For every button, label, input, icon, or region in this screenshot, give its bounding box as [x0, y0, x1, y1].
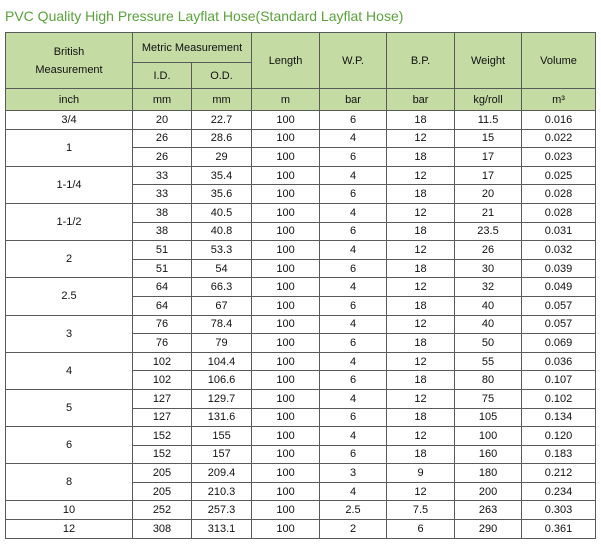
cell-id: 102: [133, 371, 192, 390]
cell-od: 22.7: [192, 111, 252, 130]
cell-length: 100: [252, 222, 320, 241]
cell-od: 35.4: [192, 166, 252, 185]
cell-bp: 18: [387, 111, 455, 130]
cell-length: 100: [252, 501, 320, 520]
cell-od: 29: [192, 148, 252, 167]
cell-od: 106.6: [192, 371, 252, 390]
cell-od: 54: [192, 259, 252, 278]
cell-length: 100: [252, 185, 320, 204]
table-row: [6, 111, 596, 130]
cell-id: 308: [133, 520, 192, 539]
cell-weight: 50: [455, 334, 522, 353]
cell-weight: 26: [455, 241, 522, 260]
cell-volume: 0.120: [522, 427, 596, 446]
cell-weight: 30: [455, 259, 522, 278]
cell-weight: 17: [455, 166, 522, 185]
cell-id: 38: [133, 203, 192, 222]
cell-wp: 6: [320, 148, 387, 167]
cell-wp: 4: [320, 278, 387, 297]
cell-length: 100: [252, 464, 320, 483]
cell-weight: 21: [455, 203, 522, 222]
cell-weight: 160: [455, 445, 522, 464]
cell-bp: 7.5: [387, 501, 455, 520]
cell-length: 100: [252, 129, 320, 148]
cell-bp: 18: [387, 185, 455, 204]
table-body: [6, 111, 596, 539]
cell-weight: 290: [455, 520, 522, 539]
cell-length: 100: [252, 296, 320, 315]
cell-volume: 0.025: [522, 166, 596, 185]
cell-length: 100: [252, 427, 320, 446]
cell-bp: 18: [387, 222, 455, 241]
cell-od: 131.6: [192, 408, 252, 427]
table-row: [6, 464, 596, 483]
table-row: [6, 427, 596, 446]
cell-od: 35.6: [192, 185, 252, 204]
cell-id: 252: [133, 501, 192, 520]
cell-volume: 0.183: [522, 445, 596, 464]
cell-bp: 12: [387, 241, 455, 260]
cell-id: 152: [133, 445, 192, 464]
table-row: [6, 315, 596, 334]
cell-length: 100: [252, 389, 320, 408]
header-length: Length: [252, 33, 320, 89]
cell-bp: 18: [387, 334, 455, 353]
cell-length: 100: [252, 259, 320, 278]
cell-length: 100: [252, 148, 320, 167]
cell-od: 157: [192, 445, 252, 464]
cell-weight: 180: [455, 464, 522, 483]
header-metric: Metric Measurement: [133, 33, 252, 63]
cell-weight: 55: [455, 352, 522, 371]
cell-id: 51: [133, 259, 192, 278]
cell-wp: 6: [320, 111, 387, 130]
cell-volume: 0.022: [522, 129, 596, 148]
cell-length: 100: [252, 111, 320, 130]
cell-volume: 0.134: [522, 408, 596, 427]
table-row: [6, 389, 596, 408]
cell-od: 28.6: [192, 129, 252, 148]
cell-length: 100: [252, 408, 320, 427]
cell-id: 26: [133, 148, 192, 167]
cell-weight: 40: [455, 296, 522, 315]
cell-weight: 17: [455, 148, 522, 167]
cell-weight: 263: [455, 501, 522, 520]
header-wp: W.P.: [320, 33, 387, 89]
unit-weight: kg/roll: [455, 89, 522, 111]
cell-od: 313.1: [192, 520, 252, 539]
table-row: [6, 520, 596, 539]
cell-wp: 3: [320, 464, 387, 483]
cell-length: 100: [252, 203, 320, 222]
cell-length: 100: [252, 371, 320, 390]
cell-volume: 0.032: [522, 241, 596, 260]
cell-volume: 0.212: [522, 464, 596, 483]
cell-volume: 0.028: [522, 203, 596, 222]
cell-length: 100: [252, 278, 320, 297]
cell-inch: 8: [6, 464, 133, 501]
table-row: [6, 203, 596, 222]
cell-od: 40.8: [192, 222, 252, 241]
cell-length: 100: [252, 334, 320, 353]
cell-id: 33: [133, 166, 192, 185]
cell-length: 100: [252, 315, 320, 334]
cell-wp: 4: [320, 389, 387, 408]
header-bp: B.P.: [387, 33, 455, 89]
cell-weight: 105: [455, 408, 522, 427]
cell-length: 100: [252, 520, 320, 539]
cell-id: 33: [133, 185, 192, 204]
cell-weight: 20: [455, 185, 522, 204]
cell-wp: 6: [320, 408, 387, 427]
cell-wp: 4: [320, 129, 387, 148]
cell-weight: 200: [455, 482, 522, 501]
cell-wp: 4: [320, 241, 387, 260]
unit-od: mm: [192, 89, 252, 111]
table-row: [6, 166, 596, 185]
cell-length: 100: [252, 482, 320, 501]
cell-volume: 0.107: [522, 371, 596, 390]
cell-od: 209.4: [192, 464, 252, 483]
header-british-line2: Measurement: [35, 63, 103, 76]
cell-wp: 6: [320, 259, 387, 278]
unit-british: inch: [6, 89, 133, 111]
cell-id: 51: [133, 241, 192, 260]
cell-bp: 12: [387, 389, 455, 408]
cell-wp: 4: [320, 352, 387, 371]
cell-weight: 32: [455, 278, 522, 297]
cell-volume: 0.069: [522, 334, 596, 353]
cell-bp: 18: [387, 148, 455, 167]
cell-weight: 11.5: [455, 111, 522, 130]
header-id: I.D.: [133, 63, 192, 89]
cell-od: 78.4: [192, 315, 252, 334]
cell-inch: 3/4: [6, 111, 133, 130]
table-row: [6, 129, 596, 148]
cell-wp: 4: [320, 427, 387, 446]
cell-inch: 6: [6, 427, 133, 464]
cell-volume: 0.028: [522, 185, 596, 204]
header-od: O.D.: [192, 63, 252, 89]
unit-wp: bar: [320, 89, 387, 111]
cell-wp: 4: [320, 315, 387, 334]
unit-length: m: [252, 89, 320, 111]
cell-bp: 12: [387, 203, 455, 222]
cell-od: 129.7: [192, 389, 252, 408]
cell-bp: 18: [387, 445, 455, 464]
cell-volume: 0.234: [522, 482, 596, 501]
cell-wp: 6: [320, 334, 387, 353]
cell-bp: 12: [387, 129, 455, 148]
cell-length: 100: [252, 352, 320, 371]
cell-inch: 2.5: [6, 278, 133, 315]
cell-od: 155: [192, 427, 252, 446]
cell-inch: 1-1/2: [6, 203, 133, 240]
cell-bp: 9: [387, 464, 455, 483]
cell-wp: 6: [320, 371, 387, 390]
cell-bp: 18: [387, 408, 455, 427]
header-volume: Volume: [522, 33, 596, 89]
cell-id: 205: [133, 482, 192, 501]
cell-wp: 2: [320, 520, 387, 539]
table-row: [6, 352, 596, 371]
table-header: [6, 33, 596, 111]
cell-volume: 0.031: [522, 222, 596, 241]
cell-volume: 0.102: [522, 389, 596, 408]
cell-bp: 12: [387, 482, 455, 501]
cell-od: 257.3: [192, 501, 252, 520]
cell-inch: 1: [6, 129, 133, 166]
cell-volume: 0.036: [522, 352, 596, 371]
cell-inch: 12: [6, 520, 133, 539]
cell-weight: 80: [455, 371, 522, 390]
cell-volume: 0.016: [522, 111, 596, 130]
header-british: [6, 33, 133, 89]
cell-wp: 4: [320, 166, 387, 185]
cell-bp: 18: [387, 296, 455, 315]
cell-volume: 0.057: [522, 296, 596, 315]
cell-bp: 12: [387, 315, 455, 334]
cell-od: 210.3: [192, 482, 252, 501]
cell-weight: 100: [455, 427, 522, 446]
cell-bp: 12: [387, 278, 455, 297]
cell-volume: 0.303: [522, 501, 596, 520]
cell-volume: 0.049: [522, 278, 596, 297]
unit-bp: bar: [387, 89, 455, 111]
cell-weight: 15: [455, 129, 522, 148]
cell-wp: 6: [320, 296, 387, 315]
cell-inch: 5: [6, 389, 133, 426]
cell-id: 76: [133, 315, 192, 334]
cell-od: 53.3: [192, 241, 252, 260]
cell-id: 102: [133, 352, 192, 371]
table-row: [6, 241, 596, 260]
cell-volume: 0.361: [522, 520, 596, 539]
cell-od: 104.4: [192, 352, 252, 371]
unit-volume: m³: [522, 89, 596, 111]
header-british-line1: British: [53, 45, 85, 58]
cell-inch: 4: [6, 352, 133, 389]
cell-id: 127: [133, 408, 192, 427]
cell-id: 26: [133, 129, 192, 148]
cell-inch: 3: [6, 315, 133, 352]
cell-wp: 6: [320, 222, 387, 241]
cell-volume: 0.023: [522, 148, 596, 167]
cell-id: 64: [133, 278, 192, 297]
cell-id: 20: [133, 111, 192, 130]
cell-inch: 1-1/4: [6, 166, 133, 203]
cell-bp: 18: [387, 259, 455, 278]
unit-id: mm: [133, 89, 192, 111]
cell-bp: 12: [387, 352, 455, 371]
cell-length: 100: [252, 166, 320, 185]
cell-bp: 6: [387, 520, 455, 539]
cell-bp: 12: [387, 427, 455, 446]
cell-od: 40.5: [192, 203, 252, 222]
cell-inch: 2: [6, 241, 133, 278]
cell-wp: 6: [320, 185, 387, 204]
cell-volume: 0.039: [522, 259, 596, 278]
cell-id: 152: [133, 427, 192, 446]
cell-od: 79: [192, 334, 252, 353]
cell-bp: 18: [387, 371, 455, 390]
cell-volume: 0.057: [522, 315, 596, 334]
cell-weight: 23.5: [455, 222, 522, 241]
hose-spec-table: [5, 32, 596, 539]
cell-wp: 4: [320, 203, 387, 222]
cell-id: 38: [133, 222, 192, 241]
header-weight: Weight: [455, 33, 522, 89]
cell-length: 100: [252, 445, 320, 464]
cell-id: 76: [133, 334, 192, 353]
cell-inch: 10: [6, 501, 133, 520]
cell-bp: 12: [387, 166, 455, 185]
cell-id: 64: [133, 296, 192, 315]
cell-wp: 4: [320, 482, 387, 501]
page-title: PVC Quality High Pressure Layflat Hose(Standard Layflat Hose): [5, 8, 404, 24]
cell-wp: 2.5: [320, 501, 387, 520]
cell-od: 66.3: [192, 278, 252, 297]
cell-length: 100: [252, 241, 320, 260]
table-row: [6, 501, 596, 520]
cell-id: 127: [133, 389, 192, 408]
cell-id: 205: [133, 464, 192, 483]
cell-weight: 40: [455, 315, 522, 334]
cell-weight: 75: [455, 389, 522, 408]
cell-wp: 6: [320, 445, 387, 464]
cell-od: 67: [192, 296, 252, 315]
table-row: [6, 278, 596, 297]
